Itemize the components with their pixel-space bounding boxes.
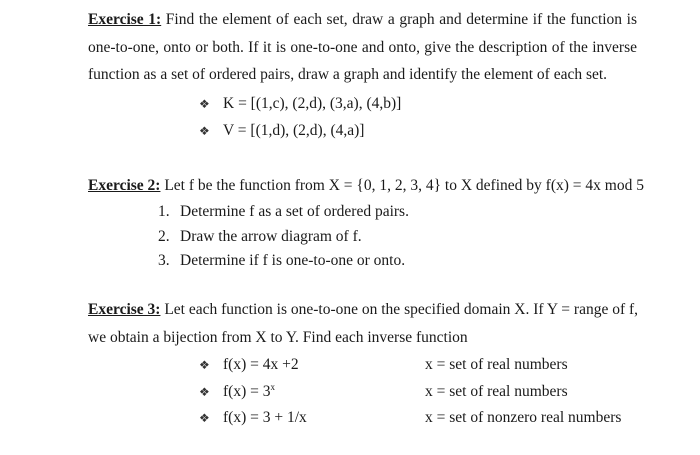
bullet-icon: ❖ (199, 385, 210, 399)
domain: x = set of real numbers (425, 383, 568, 400)
domain: x = set of nonzero real numbers (425, 409, 622, 426)
exercise-1-line-2: one-to-one, onto or both. If it is one-to-one and onto, give the description of the inverse (88, 39, 637, 56)
exercise-3-heading: Exercise 3: (88, 301, 161, 318)
item-number: 3. (158, 252, 170, 269)
exercise-1-line-1: Exercise 1: Find the element of each set, draw a graph and determine if the function is (88, 11, 638, 28)
domain: x = set of real numbers (425, 356, 568, 373)
item-number: 1. (158, 203, 170, 220)
exercise-2-line: Exercise 2: Let f be the function from X = {0, 1, 2, 3, 4} to X defined by f(x) = 4x mod 5 (88, 177, 644, 194)
formula: f(x) = 4x +2 (223, 356, 299, 373)
bullet-icon: ❖ (199, 411, 210, 425)
formula: $f(x) = 3^x$ (223, 382, 275, 400)
item-text: Determine if f is one-to-one or onto. (180, 252, 406, 269)
set-v: V = [(1,d), (2,d), (4,a)] (223, 122, 365, 139)
item-text: Determine f as a set of ordered pairs. (180, 203, 409, 220)
exercise-3-line-2: we obtain a bijection from X to Y. Find each inverse function (88, 329, 468, 346)
set-k: K = [(1,c), (2,d), (3,a), (4,b)] (223, 95, 402, 112)
exercise-3-line-1: Exercise 3: Let each function is one-to-one on the specified domain X. If Y = range of f, (88, 301, 639, 318)
exercise-2-heading: Exercise 2: (88, 177, 161, 194)
bullet-icon: ❖ (199, 97, 210, 111)
bullet-icon: ❖ (199, 358, 210, 372)
formula: f(x) = 3 + 1/x (223, 409, 307, 426)
bullet-icon: ❖ (199, 124, 210, 138)
item-text: Draw the arrow diagram of f. (180, 228, 362, 245)
exercise-1-line-3: function as a set of ordered pairs, draw a graph and identify the element of each set. (88, 66, 608, 83)
exercise-1-heading: Exercise 1: (88, 11, 162, 28)
item-number: 2. (158, 228, 170, 245)
